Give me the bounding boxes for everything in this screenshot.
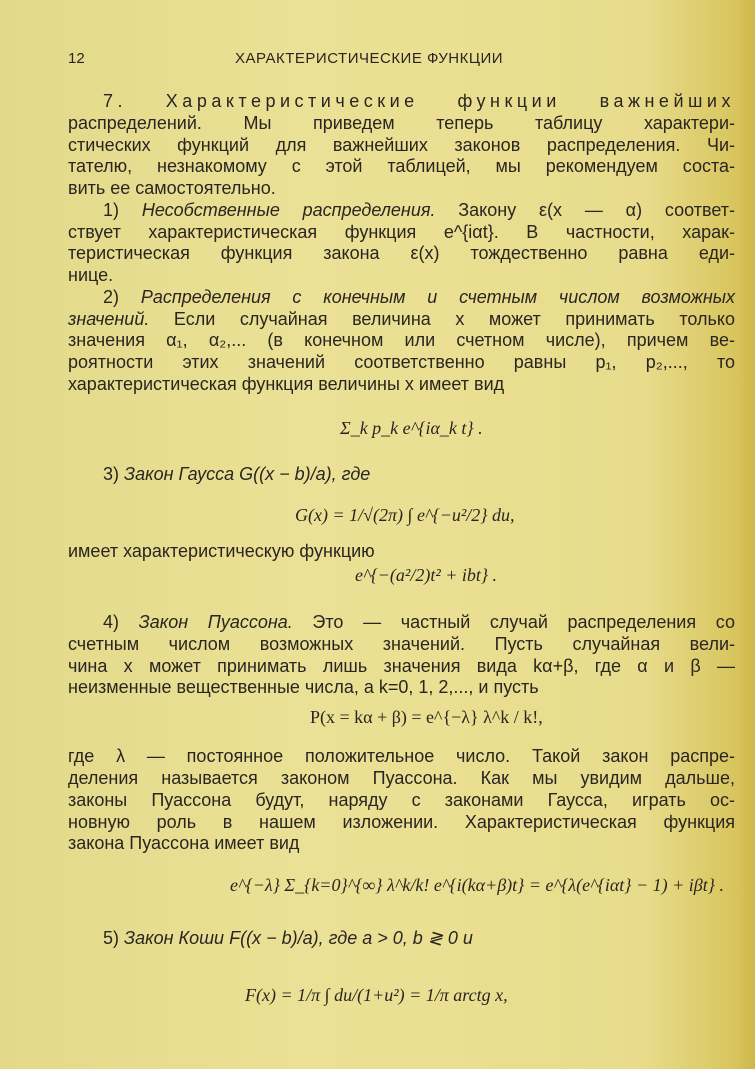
text: G((x − b)/a), где xyxy=(239,464,371,484)
item-title: Несобственные распределения. xyxy=(141,200,436,220)
formula-gauss-cf: e^{−(a²/2)t² + ibt} . xyxy=(355,565,498,585)
text-line: где λ — постоянное положительное число. Такой закон распре- xyxy=(68,746,735,766)
text-line: роятности этих значений соответственно равны p₁, p₂,..., то xyxy=(68,352,735,372)
page-number: 12 xyxy=(68,50,85,67)
text: Это — частный случай распределения со xyxy=(312,612,735,632)
item-title: Закон Гаусса xyxy=(124,464,235,484)
text-line: неизменные вещественные числа, а k=0, 1, 2,..., и пусть xyxy=(68,677,539,697)
text: Если случайная величина x может принимать только xyxy=(173,309,735,329)
item-4-line xyxy=(103,611,735,633)
formula-cauchy: F(x) = 1/π ∫ du/(1+u²) = 1/π arctg x, xyxy=(245,985,508,1005)
running-title: ХАРАКТЕРИСТИЧЕСКИЕ ФУНКЦИИ xyxy=(235,50,503,67)
item-label: 1) xyxy=(103,200,142,220)
text-line: характеристическая функция величины x имеет вид xyxy=(68,374,505,394)
text-line: закона Пуассона имеет вид xyxy=(68,833,300,853)
item-2-line xyxy=(103,286,735,308)
item-title: Закон Коши xyxy=(124,928,225,948)
text-line: имеет характеристическую функцию xyxy=(68,541,375,561)
formula-gauss: G(x) = 1/√(2π) ∫ e^{−u²/2} du, xyxy=(295,505,515,525)
text: F((x − b)/a), где a > 0, b ≷ 0 и xyxy=(229,928,473,948)
text-line: тателю, незнакомому с этой таблицей, мы рекомендуем соста- xyxy=(68,156,735,176)
text-line: чина x может принимать лишь значения вида kα+β, где α и β — xyxy=(68,656,735,676)
item-title: Закон Пуассона. xyxy=(138,612,293,632)
item-5-line xyxy=(103,927,735,949)
item-label: 3) xyxy=(103,464,125,484)
text-line: теристическая функция закона ε(x) тождественно равна еди- xyxy=(68,243,735,263)
item-2-line xyxy=(68,308,735,330)
text-line: вить ее самостоятельно. xyxy=(68,178,276,198)
item-label: 5) xyxy=(103,928,125,948)
section-heading: 7. Характеристические функции важнейших xyxy=(103,91,735,111)
text-line: новную роль в нашем изложении. Характеристическая функция xyxy=(68,812,735,832)
formula-sum: Σ_k p_k e^{iα_k t} . xyxy=(340,418,483,438)
text-line: законы Пуассона будут, наряду с законами Гаусса, играть ос- xyxy=(68,790,735,810)
item-title: Распределения с конечным и счетным числом возможных xyxy=(140,287,735,307)
text-line: деления называется законом Пуассона. Как мы увидим дальше, xyxy=(68,768,735,788)
formula-poisson: P(x = kα + β) = e^{−λ} λ^k / k!, xyxy=(310,707,543,727)
formula-poisson-cf: e^{−λ} Σ_{k=0}^{∞} λ^k/k! e^{i(kα+β)t} = e^{λ(e^{iαt} − 1) + iβt} . xyxy=(230,875,724,895)
text-line: счетным числом возможных значений. Пусть случайная вели- xyxy=(68,634,735,654)
text-line: распределений. Мы приведем теперь таблицу характери- xyxy=(68,113,735,133)
text-line: значения α₁, α₂,... (в конечном или счетном числе), причем ве- xyxy=(68,330,735,350)
text-line: стических функций для важнейших законов распределения. Чи- xyxy=(68,135,735,155)
text-line: нице. xyxy=(68,265,114,285)
item-label: 2) xyxy=(103,287,141,307)
text-line: ствует характеристическая функция e^{iαt}. В частности, харак- xyxy=(68,222,735,242)
item-title: значений. xyxy=(68,309,150,329)
text: Закону ε(x — α) соответ- xyxy=(458,200,735,220)
item-1-line xyxy=(103,199,735,221)
item-3-line xyxy=(103,463,735,485)
item-label: 4) xyxy=(103,612,139,632)
